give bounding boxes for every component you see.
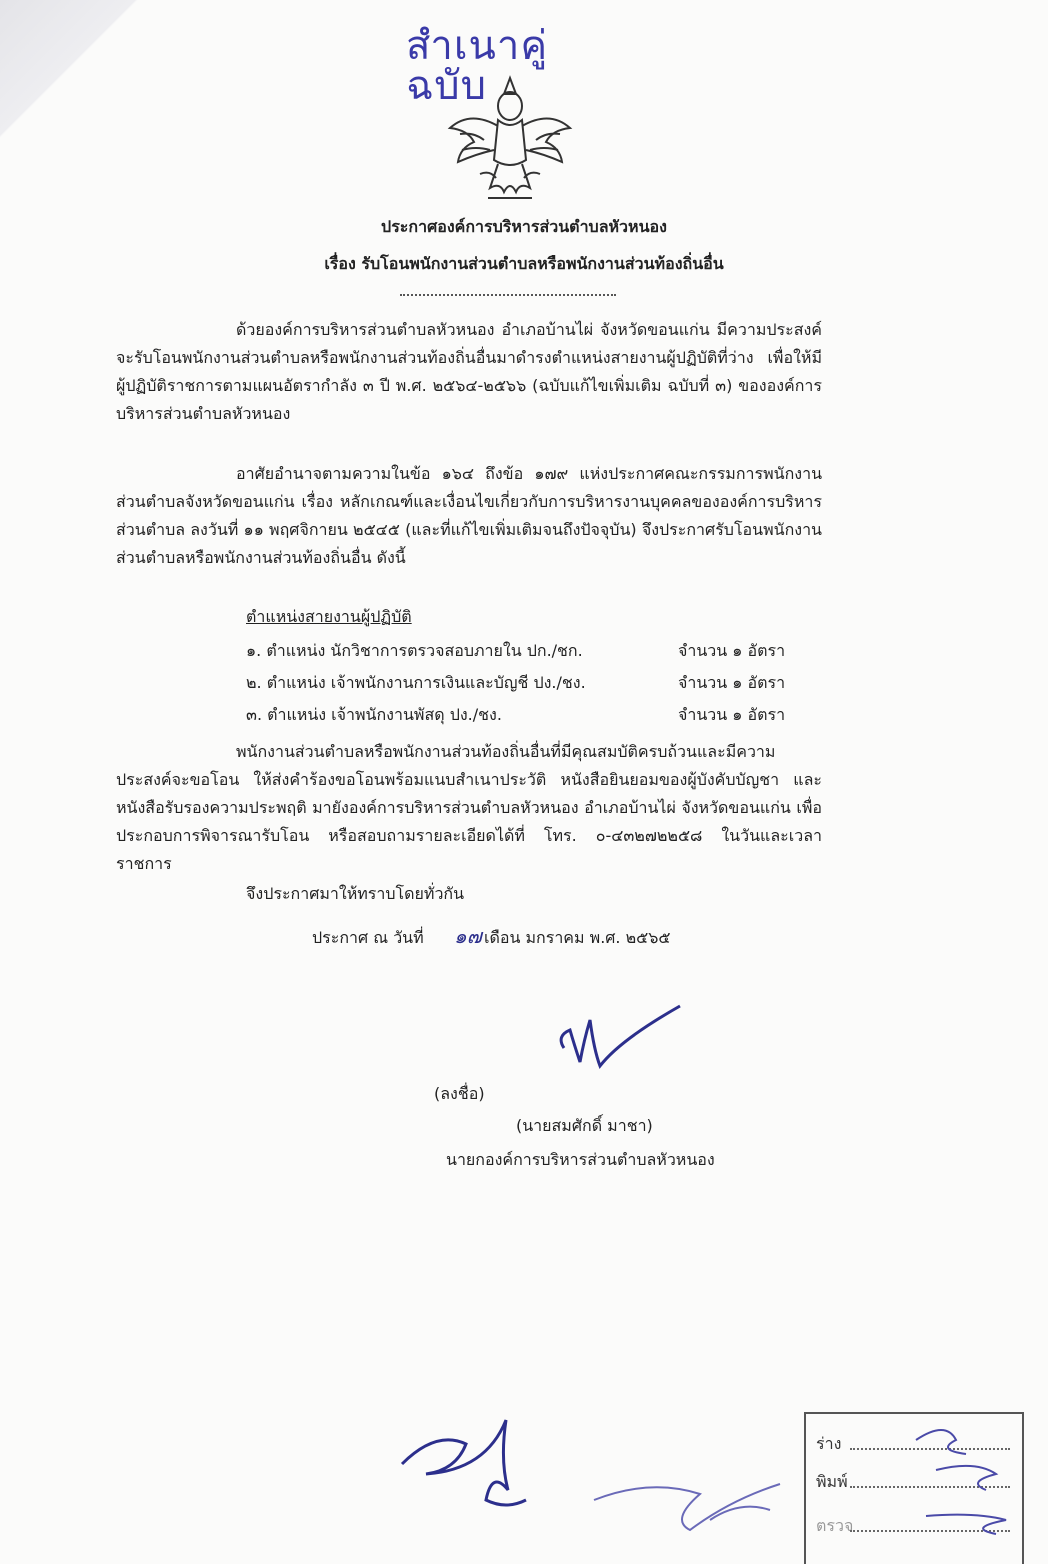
approval-row-checked: ตรวจ bbox=[816, 1516, 854, 1535]
garuda-emblem bbox=[440, 70, 580, 210]
position-item-1: ๑. ตำแหน่ง นักวิชาการตรวจสอบภายใน ปก./ชก. bbox=[246, 641, 583, 660]
position-count-1: จำนวน ๑ อัตรา bbox=[678, 641, 786, 660]
closing-line: จึงประกาศมาให้ทราบโดยทั่วกัน bbox=[246, 884, 465, 903]
date-day: ๑๗ bbox=[454, 924, 482, 948]
page-fold-shadow bbox=[0, 0, 150, 150]
paragraph-authority: อาศัยอำนาจตามความในข้อ ๑๖๔ ถึงข้อ ๑๗๙ แห่งประกาศคณะกรรมการพนักงานส่วนตำบลจังหวัดขอนแก่น เรื่อง หลักเกณฑ์และเงื่อนไขเกี่ยวกับการบริหารงานบุคคลขององค์การบริหารส่วนตำบล ลงวันที่ ๑๑ พฤศจิกายน ๒๕๔๕ (และที่แก้ไขเพิ่มเติมจนถึงปัจจุบัน) จึงประกาศรับโอนพนักงานส่วนตำบลหรือพนักงานส่วนท้องถิ่นอื่น ดังนี้ bbox=[116, 464, 822, 567]
announcement-subject: เรื่อง รับโอนพนักงานส่วนตำบลหรือพนักงานส่วนท้องถิ่นอื่น bbox=[324, 254, 724, 273]
signer-name: (นายสมศักดิ์ มาชา) bbox=[516, 1116, 653, 1135]
position-item-3: ๓. ตำแหน่ง เจ้าพนักงานพัสดุ ปง./ชง. bbox=[246, 705, 502, 724]
date-prefix: ประกาศ ณ วันที่ bbox=[312, 928, 424, 947]
initial-signature-2 bbox=[590, 1470, 790, 1540]
divider bbox=[400, 294, 616, 296]
copy-stamp: สำเนาคู่ฉบับ bbox=[406, 23, 549, 108]
signer-title: นายกองค์การบริหารส่วนตำบลหัวหนอง bbox=[446, 1150, 715, 1169]
mayor-signature bbox=[550, 1000, 690, 1080]
approval-box bbox=[804, 1412, 1024, 1564]
approval-row-draft: ร่าง bbox=[816, 1434, 842, 1453]
approval-initials bbox=[896, 1420, 1016, 1540]
announcement-title: ประกาศองค์การบริหารส่วนตำบลหัวหนอง bbox=[381, 217, 667, 236]
initial-signature-1 bbox=[396, 1400, 536, 1520]
paragraph-intro: ด้วยองค์การบริหารส่วนตำบลหัวหนอง อำเภอบ้านไผ่ จังหวัดขอนแก่น มีความประสงค์จะรับโอนพนักงานส่วนตำบลหรือพนักงานส่วนท้องถิ่นอื่นมาดำรงตำแหน่งสายงานผู้ปฏิบัติที่ว่าง เพื่อให้มีผู้ปฏิบัติราชการตามแผนอัตรากำลัง ๓ ปี พ.ศ. ๒๕๖๔-๒๕๖๖ (ฉบับแก้ไขเพิ่มเติม ฉบับที่ ๓) ขององค์การบริหารส่วนตำบลหัวหนอง bbox=[116, 320, 822, 423]
sign-label: (ลงชื่อ) bbox=[434, 1084, 485, 1103]
approval-row-typed: พิมพ์ bbox=[816, 1472, 848, 1491]
position-count-3: จำนวน ๑ อัตรา bbox=[678, 705, 786, 724]
paragraph-instructions: พนักงานส่วนตำบลหรือพนักงานส่วนท้องถิ่นอื่นที่มีคุณสมบัติครบถ้วนและมีความประสงค์จะขอโอน ให้ส่งคำร้องขอโอนพร้อมแนบสำเนาประวัติ หนังสือยินยอมของผู้บังคับบัญชา และหนังสือรับรองความประพฤติ มายังองค์การบริหารส่วนตำบลหัวหนอง อำเภอบ้านไผ่ จังหวัดขอนแก่น เพื่อประกอบการพิจารณารับโอน หรือสอบถามรายละเอียดได้ที่ โทร. ๐-๔๓๒๗๒๒๕๘ ในวันและเวลาราชการ bbox=[116, 742, 822, 873]
date-suffix: เดือน มกราคม พ.ศ. ๒๕๖๕ bbox=[484, 928, 671, 947]
position-item-2: ๒. ตำแหน่ง เจ้าพนักงานการเงินและบัญชี ปง./ชง. bbox=[246, 673, 586, 692]
positions-heading: ตำแหน่งสายงานผู้ปฏิบัติ bbox=[246, 607, 412, 626]
position-count-2: จำนวน ๑ อัตรา bbox=[678, 673, 786, 692]
